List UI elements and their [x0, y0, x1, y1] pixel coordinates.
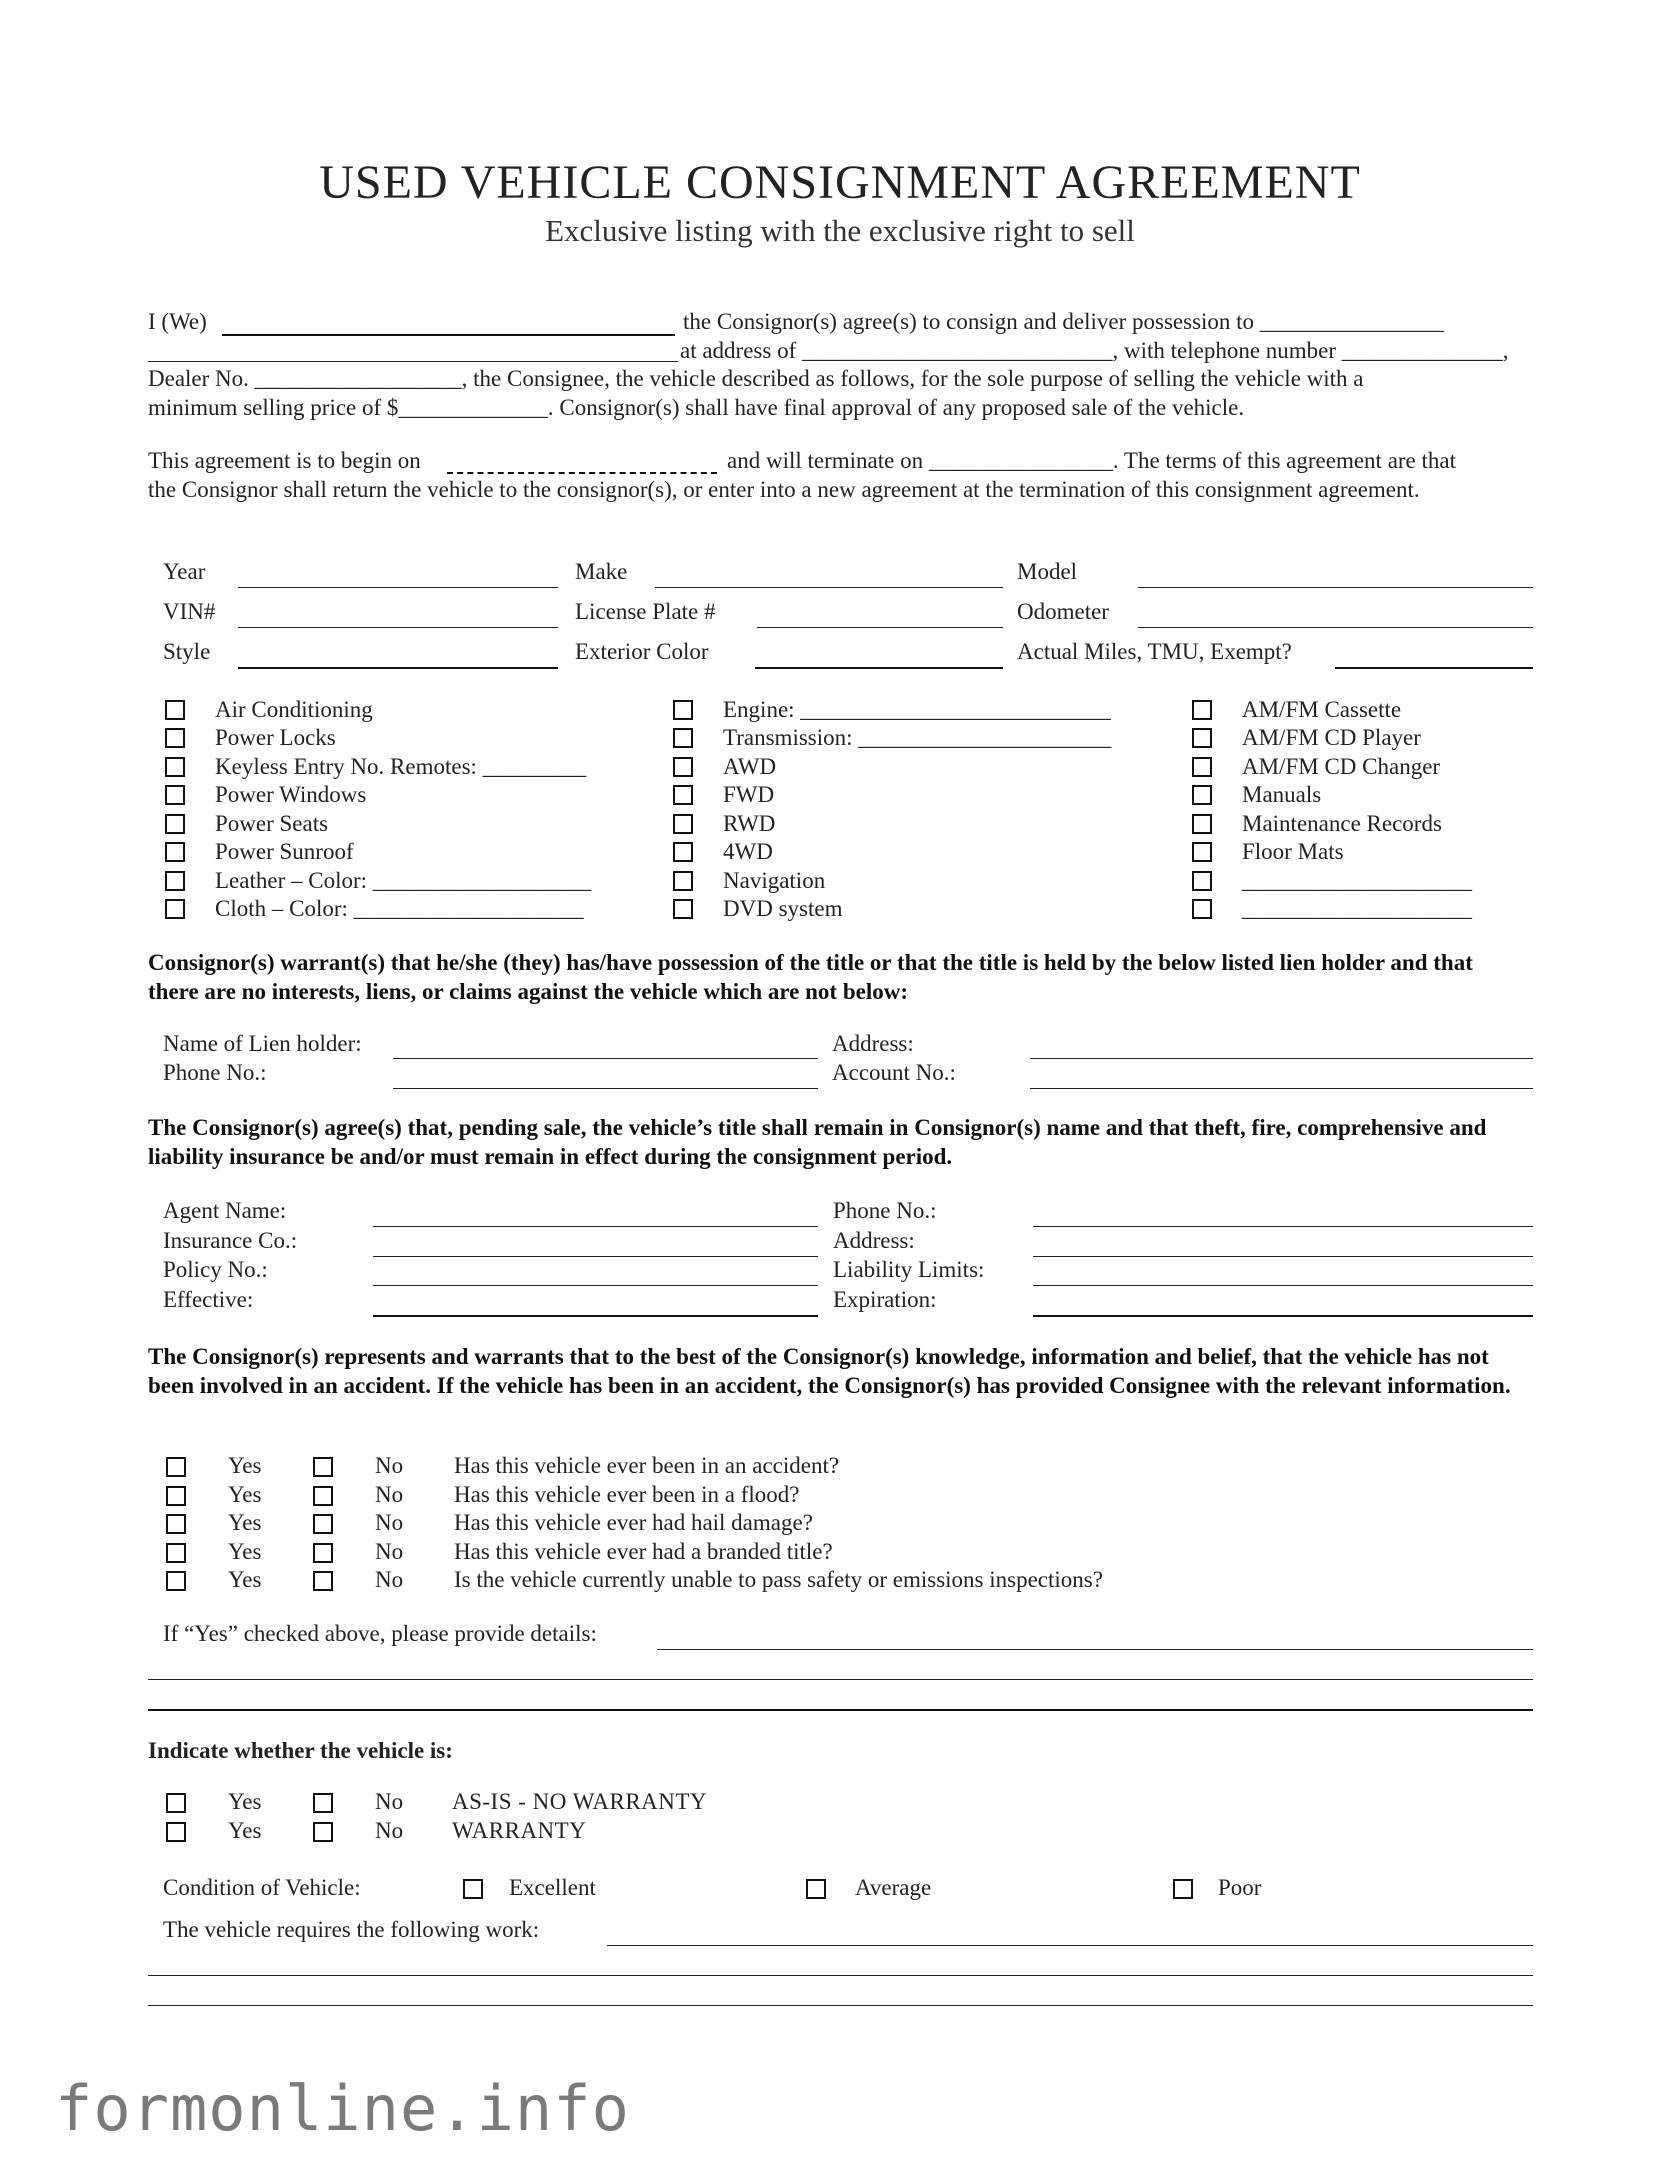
intro-i-we: I (We) — [148, 309, 207, 334]
condition-label: Condition of Vehicle: — [163, 1875, 361, 1900]
actual-miles-label: Actual Miles, TMU, Exempt? — [1017, 639, 1292, 664]
lien-address-field[interactable] — [1030, 1058, 1533, 1059]
details-label: If “Yes” checked above, please provide details: — [163, 1621, 597, 1646]
form-subtitle: Exclusive listing with the exclusive right to sell — [545, 213, 1135, 248]
required-work-label: The vehicle requires the following work: — [163, 1917, 540, 1942]
yes-label: Yes — [228, 1482, 262, 1507]
checkbox[interactable] — [165, 814, 185, 834]
effective-label: Effective: — [163, 1287, 254, 1312]
checkbox[interactable] — [1192, 842, 1212, 862]
inspection-no-checkbox[interactable] — [313, 1571, 333, 1591]
policy-no-field[interactable] — [373, 1285, 818, 1286]
branded-no-checkbox[interactable] — [313, 1543, 333, 1563]
consignee-name-field[interactable] — [148, 361, 678, 362]
year-label: Year — [163, 559, 206, 584]
insurance-statement: The Consignor(s) agree(s) that, pending sale, the vehicle’s title shall remain in Consignor(s) name and that theft, fire, comprehensive and liability insurance be and/or must remain in effect during the consignment period. — [148, 1115, 1487, 1169]
condition-average-checkbox[interactable] — [806, 1879, 826, 1899]
checkbox[interactable] — [673, 899, 693, 919]
model-field[interactable] — [1138, 587, 1533, 588]
checkbox[interactable] — [1192, 728, 1212, 748]
no-label: No — [375, 1510, 404, 1535]
yes-label: Yes — [228, 1453, 262, 1478]
checkbox[interactable] — [165, 871, 185, 891]
checkbox[interactable] — [165, 728, 185, 748]
checkbox[interactable] — [673, 814, 693, 834]
warranty-yes-checkbox[interactable] — [166, 1822, 186, 1842]
accident-statement: The Consignor(s) represents and warrants that to the best of the Consignor(s) knowledge, information and belief, that the vehicle has not been involved in an accident. If the vehicle has been in an accident, the Consignor(s) has provided Consignee with the relevant information. — [148, 1344, 1511, 1398]
hail-yes-checkbox[interactable] — [166, 1514, 186, 1534]
no-label: No — [375, 1818, 404, 1843]
agent-name-field[interactable] — [373, 1226, 818, 1227]
checkbox[interactable] — [1192, 899, 1212, 919]
condition-poor-checkbox[interactable] — [1173, 1879, 1193, 1899]
intro-line1: the Consignor(s) agree(s) to consign and deliver possession to ________________ — [683, 309, 1444, 334]
as-is-label: AS-IS - NO WARRANTY — [452, 1789, 708, 1814]
accident-no-checkbox[interactable] — [313, 1457, 333, 1477]
lien-phone-field[interactable] — [393, 1088, 818, 1089]
lien-phone-label: Phone No.: — [163, 1060, 267, 1085]
no-label: No — [375, 1789, 404, 1814]
branded-yes-checkbox[interactable] — [166, 1543, 186, 1563]
odometer-field[interactable] — [1138, 627, 1533, 628]
lien-holder-field[interactable] — [393, 1058, 818, 1059]
condition-poor-label: Poor — [1218, 1875, 1262, 1900]
as-is-no-checkbox[interactable] — [313, 1793, 333, 1813]
checkbox[interactable] — [1192, 700, 1212, 720]
make-field[interactable] — [655, 587, 1003, 588]
liability-limits-label: Liability Limits: — [833, 1257, 985, 1282]
insurance-phone-label: Phone No.: — [833, 1198, 937, 1223]
no-label: No — [375, 1482, 404, 1507]
no-label: No — [375, 1567, 404, 1592]
condition-excellent-label: Excellent — [509, 1875, 596, 1900]
title-warranty-statement: Consignor(s) warrant(s) that he/she (they) has/have possession of the title or that the title is held by the below listed lien holder and that there are no interests, liens, or claims against the vehicle which are not below: — [148, 950, 1473, 1004]
exterior-color-field[interactable] — [755, 667, 1003, 669]
checkbox[interactable] — [673, 700, 693, 720]
checkbox[interactable] — [673, 757, 693, 777]
checkbox[interactable] — [165, 785, 185, 805]
lien-address-label: Address: — [832, 1031, 914, 1056]
checkbox[interactable] — [673, 785, 693, 805]
checkbox[interactable] — [1192, 871, 1212, 891]
insurance-address-field[interactable] — [1033, 1256, 1533, 1257]
agreement-terminate-label: and will terminate on ________________. The terms of this agreement are that — [727, 448, 1457, 473]
intro-line2: at address of ___________________________, with telephone number ______________, — [680, 338, 1509, 363]
agent-name-label: Agent Name: — [163, 1198, 287, 1223]
checkbox[interactable] — [673, 842, 693, 862]
inspection-yes-checkbox[interactable] — [166, 1571, 186, 1591]
details-field-3[interactable] — [148, 1709, 1533, 1711]
checkbox[interactable] — [1192, 785, 1212, 805]
condition-excellent-checkbox[interactable] — [463, 1879, 483, 1899]
hail-no-checkbox[interactable] — [313, 1514, 333, 1534]
yes-label: Yes — [228, 1510, 262, 1535]
odometer-label: Odometer — [1017, 599, 1109, 624]
required-work-field-3[interactable] — [148, 2005, 1533, 2006]
question-branded-title: Has this vehicle ever had a branded title? — [454, 1539, 833, 1564]
consignment-form-page: USED VEHICLE CONSIGNMENT AGREEMENT Exclusive listing with the exclusive right to sell I (We) the Consignor(s) agree(s) to consign and deliver possession to ________________ at address of ___________________________, with telephone number ______________, Dealer No. __________________, the Consignee, the vehicle described as follows, for the sole purpose of selling the vehicle with a minimum selling price of $_____________. Consignor(s) shall have final approval of any proposed sale of the vehicle. This agreement is to begin on and will terminate on ________________. The terms of this agreement are that the Consignor shall return the vehicle to the consignor(s), or enter into a new agreement at the termination of this consignment agreement. Year Make Model VIN# License Plate # Odometer Style Exterior Color Actual Miles, TMU, Exempt? Air Conditioning Power Locks Keyless Entry No. Remotes: _________ Power Windows Power Seats Power Sunroof Leather – Color: ___________________ Cloth – Color: ____________________ Engine: ___________________________ Transmission: ______________________ AWD FWD RWD 4WD Navigation DVD system AM/FM Cassette AM/FM CD Player AM/FM CD Changer Manuals Maintenance Records Floor Mats ____________________ ____________________ Consignor(s) warrant(s) that he/she (they) has/have possession of the title or that the title is held by the below listed lien holder and that there are no interests, liens, or claims against the vehicle which are not below: Name of Lien holder: Address: Phone No.: Account No.: The Consignor(s) agree(s) that, pending sale, the vehicle’s title shall remain in Consignor(s) name and that theft, fire, comprehensive and liability insurance be and/or must remain in effect during the consignment period. Agent Name: Insurance Co.: Policy No.: Effective: Phone No.: Address: Liability Limits: Expiration: The Consignor(s) represents and warrants that to the best of the Consignor(s) knowledge, information and belief, that the vehicle has not been involved in an accident. If the vehicle has been in an accident, the Consignor(s) has provided Consignee with the relevant information. Yes No Has this vehicle ever been in an accident? Yes No Has this vehicle ever been in a flood? Yes No Has this vehicle ever had hail damage? Yes No Has this vehicle ever had a branded title? Yes No Is the vehicle currently unable to pass safety or emissions inspections? If “Yes” checked above, please provide details: Indicate whether the vehicle is: Yes No AS-IS - NO WARRANTY Yes No WARRANTY Condition of Vehicle: Excellent Average Poor The vehicle requires the following work: formonline.info — [0, 0, 1680, 2174]
insurance-co-field[interactable] — [373, 1256, 818, 1257]
intro-line4: minimum selling price of $_____________. Consignor(s) shall have final approval of any proposed sale of the vehicle. — [148, 395, 1245, 420]
yes-label: Yes — [228, 1789, 262, 1814]
agreement-terms-line: the Consignor shall return the vehicle to the consignor(s), or enter into a new agreement at the termination of this consignment agreement. — [148, 477, 1420, 502]
lien-account-label: Account No.: — [832, 1060, 956, 1085]
insurance-address-label: Address: — [833, 1228, 915, 1253]
form-title: USED VEHICLE CONSIGNMENT AGREEMENT — [319, 156, 1361, 209]
license-plate-field[interactable] — [757, 627, 1003, 628]
intro-line3: Dealer No. __________________, the Consignee, the vehicle described as follows, for the sole purpose of selling the vehicle with a — [148, 366, 1364, 391]
condition-average-label: Average — [855, 1875, 932, 1900]
question-flood: Has this vehicle ever been in a flood? — [454, 1482, 800, 1507]
begin-date-field[interactable] — [447, 472, 717, 474]
no-label: No — [375, 1453, 404, 1478]
vehicle-status-heading: Indicate whether the vehicle is: — [148, 1738, 453, 1763]
vin-label: VIN# — [163, 599, 216, 624]
checkbox[interactable] — [165, 842, 185, 862]
insurance-co-label: Insurance Co.: — [163, 1228, 298, 1253]
agreement-begin-label: This agreement is to begin on — [148, 448, 421, 473]
expiration-field[interactable] — [1033, 1315, 1533, 1317]
warranty-label: WARRANTY — [452, 1818, 587, 1843]
details-field-2[interactable] — [148, 1679, 1533, 1680]
vin-field[interactable] — [238, 627, 558, 628]
as-is-yes-checkbox[interactable] — [166, 1793, 186, 1813]
yes-label: Yes — [228, 1567, 262, 1592]
watermark: formonline.info — [55, 2072, 630, 2145]
checkbox[interactable] — [1192, 814, 1212, 834]
lien-account-field[interactable] — [1030, 1088, 1533, 1089]
checkbox[interactable] — [673, 728, 693, 748]
question-inspection: Is the vehicle currently unable to pass safety or emissions inspections? — [454, 1567, 1103, 1592]
details-field-1[interactable] — [657, 1649, 1533, 1650]
checkbox[interactable] — [165, 899, 185, 919]
lien-holder-label: Name of Lien holder: — [163, 1031, 362, 1056]
exterior-color-label: Exterior Color — [575, 639, 709, 664]
insurance-phone-field[interactable] — [1033, 1226, 1533, 1227]
actual-miles-field[interactable] — [1335, 667, 1533, 669]
checkbox[interactable] — [165, 757, 185, 777]
effective-field[interactable] — [373, 1315, 818, 1317]
accident-yes-checkbox[interactable] — [166, 1457, 186, 1477]
checkbox[interactable] — [1192, 757, 1212, 777]
flood-yes-checkbox[interactable] — [166, 1486, 186, 1506]
flood-no-checkbox[interactable] — [313, 1486, 333, 1506]
liability-limits-field[interactable] — [1033, 1285, 1533, 1286]
required-work-field-2[interactable] — [148, 1975, 1533, 1976]
year-field[interactable] — [238, 587, 558, 588]
make-label: Make — [575, 559, 628, 584]
policy-no-label: Policy No.: — [163, 1257, 268, 1282]
required-work-field-1[interactable] — [607, 1945, 1533, 1946]
no-label: No — [375, 1539, 404, 1564]
question-accident: Has this vehicle ever been in an accident? — [454, 1453, 840, 1478]
style-label: Style — [163, 639, 211, 664]
question-hail: Has this vehicle ever had hail damage? — [454, 1510, 813, 1535]
style-field[interactable] — [238, 667, 558, 669]
expiration-label: Expiration: — [833, 1287, 937, 1312]
checkbox[interactable] — [673, 871, 693, 891]
yes-label: Yes — [228, 1539, 262, 1564]
warranty-no-checkbox[interactable] — [313, 1822, 333, 1842]
yes-label: Yes — [228, 1818, 262, 1843]
license-plate-label: License Plate # — [575, 599, 716, 624]
checkbox[interactable] — [165, 700, 185, 720]
consignor-name-field[interactable] — [222, 334, 675, 336]
model-label: Model — [1017, 559, 1078, 584]
